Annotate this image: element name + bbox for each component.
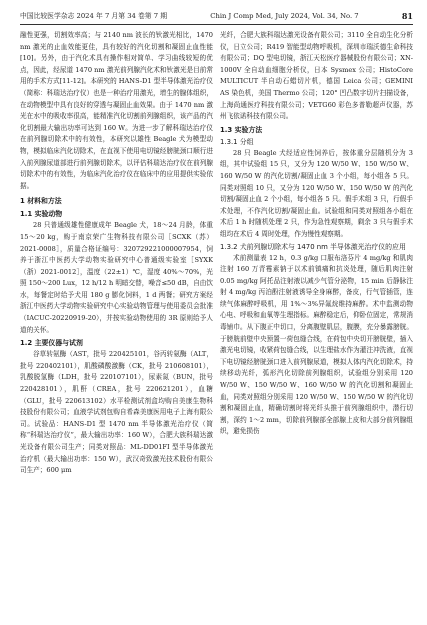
grouping-paragraph: 28 只 Beagle 犬经适应性饲养后，按体重分层随机分为 3 组，其中试验组 15 只，又分为 120 W/50 W、150 W/50 W、160 W/50 W 的汽化切割/凝固止血 3 个小组，每小组各 5 只。同类对照组 10 只，又分为 120 W/50 W、150 W/50 W 的汽化切割/凝固止血 2 个小组，每小组各 5 只。假手术组 3 只，行假手术处理，不作汽化切割/凝固止血。试验组和同类对照组各小组在术后 1 h 时随机处理 2 只，作为急性观察期，剩余 3 只与假手术组均在术后 4 周时处理，作为慢性观察期。 xyxy=(220,148,413,238)
subsubsection-heading-grouping: 1.3.1 分组 xyxy=(220,137,254,146)
instruments-paragraph: 谷草转氨酶（AST，批号 220425101，谷丙转氨酶（ALT，批号 220402101），肌酸磷酸激酶（CK，批号 210608101），乳酸脱氢酶（LDH，批号 220107101），尿素氮（BUN，批号 220428101），肌酐（CREA，批号 220621201），血糖（GLU，批号 220613102）水平检测试剂盒均购自美康生物科技股份有限公司；血液学试剂包购自希森美康医用电子上海有限公司。试验品：HANS-D1 型 1470 nm 半导体激光治疗仪（简称“科瑞达治疗仪”，最大输出功率：160 W），合肥大族科瑞达激光设备有限公司生产；同类对照品：ML-DD01FI 型半导体激光治疗机（最大输出功率：150 W），武汉奇致激光技术股份有限公司生产；600 μm xyxy=(20,350,213,475)
subsection-heading-animals: 1.1 实验动物 xyxy=(20,210,63,219)
animals-paragraph: 28 只普通级雄性健康成年 Beagle 犬，18～24 月龄，体重 15～20 kg，购于南京荣广生物科技有限公司［SCXK（苏）2021-0008］，质量合格证编号：320729221000007954，饲养于浙江中医药大学动物实验研究中心普通级实验室［SYXK（浙）2021-0012］，温度（22±1）℃，湿度 40%～70%，光照 150～200 Lux，12 h/12 h 明暗交替，噪音≤50 dB，自由饮水，每餐定时给予犬用 180 g 膨化饲料，1 d 两餐；研究方案经浙江中医药大学动物实验研究中心实验动物管理与使用委员会批准（IACUC-20220919-20），并按实验动物使用的 3R 原则给予人道的关怀。 xyxy=(20,221,213,334)
section-heading-materials-methods: 1 材料和方法 xyxy=(20,197,62,206)
subsubsection-heading-surgery: 1.3.2 犬前列腺切除术与 1470 nm 半导体激光治疗仪的应用 xyxy=(220,242,406,251)
subsection-heading-methods: 1.3 实验方法 xyxy=(220,125,263,134)
subsection-heading-instruments: 1.2 主要仪器与试剂 xyxy=(20,339,83,348)
running-header xyxy=(20,8,413,25)
intro-paragraph: 融性更强，切割效率高；与 2140 nm 波长的钬激光相比，1470 nm 激光的止血效能更佳，具有较好的汽化切割和凝固止血性能[10]。另外，由于汽化术具有操作相对简单、学习曲线较短的优点，因此，经尿道 1470 nm 激光前列腺汽化术和钬激光是目前常用的手术方式[11-12]。本研究的 HANS-D1 型半导体激光治疗仪（简称：科瑞达治疗仪）也是一种治疗用激光，增生的腺体组织，在动物模型中具有良好的穿透与凝固止血效果。由于 1470 nm 激光在水中的吸收率很高，能精准汽化切割前列腺组织，该产品的汽化切割最大输出功率可达到 160 W。为进一步了解科瑞达治疗仪在前列腺切除术中的有效性，本研究以雄性 Beagle 犬为模型动物，模拟临床汽化切除术，在直视下使用电切镜经膀胱颈口顺行进入前列腺尿道部进行前列腺切除术，以评估科瑞达治疗仪在前列腺切除术中的有效性，为临床汽化治疗仪在临床中的应用提供实验依据。 xyxy=(20,31,213,190)
journal-header-center: Chin J Comp Med, July 2024, Vol. 34, No. 7 xyxy=(210,12,359,20)
right-column xyxy=(220,30,413,620)
left-column xyxy=(20,30,213,620)
surgery-paragraph: 术前测量表 12 h，0.3 g/kg 口服布洛芬片 4 mg/kg 和肌肉注射 160 万青霉素钠于以术前镇痛和抗炎处理，随后肌肉注射 0.05 mg/kg 阿托品注射液以减少气管分泌物，15 min 后静脉注射 4 mg/kg 丙泊酚注射液诱导全身麻醉，备皮，行气管插管，连续气体麻醉呼吸机，用 1%～3%异氟烷维持麻醉。术中监测动物心电、呼吸和血氧等生理指标。麻醉稳定后，仰卧位固定，常规消毒铺巾。从下腹正中切口，分离腹壁肌层，腹膜，充分暴露膀胱。于膀胱前壁中央预置一荷包缝合线，在荷包中央切开膀胱壁，插入激光电切镜，收紧荷包缝合线，以生理盐水作为灌注冲洗液，直视下电切镜经膀胱颈口进入前列腺尿道，模拟人体内汽化切除术，持续移动光纤，弧形汽化切除前列腺组织，试验组分别采用 120 W/50 W、150 W/50 W、160 W/50 W 的汽化切割和凝固止血，同类对照组分别采用 120 W/50 W、150 W/50 W 的汽化切割和凝固止血，精确切割时将光纤头推于前列腺组织中，潜行切割，深约 1～2 mm，切除前列腺部全部腺上皮和大部分前列腺组织，避免损伤 xyxy=(220,253,413,436)
page-number: 81 xyxy=(401,11,413,21)
journal-header-left: 中国比较医学杂志 2024 年 7 月第 34 卷第 7 期 xyxy=(20,12,168,20)
instruments-continued-paragraph: 光纤，合肥大族科瑞达激光设备有限公司；3110 全自动生化分析仪，日立公司；R419 智能型动物呼吸机，深圳市瑞沃德生命科技有限公司；DQ 型电切镜，浙江天松医疗器械股份有限公司；XN-1000V 全自动血细胞分析仪，日本 Sysmex 公司；HistoCore MULTICUT 半自动石蜡切片机，德国 Leica 公司；GEMINI AS 染色机，美国 Thermo 公司；120° 凹凸数字切片扫描设备，上海尚通医疗科技有限公司；VETG60 彩色多普勒超声仪器，苏州飞依诺科技有限公司。 xyxy=(220,31,413,121)
